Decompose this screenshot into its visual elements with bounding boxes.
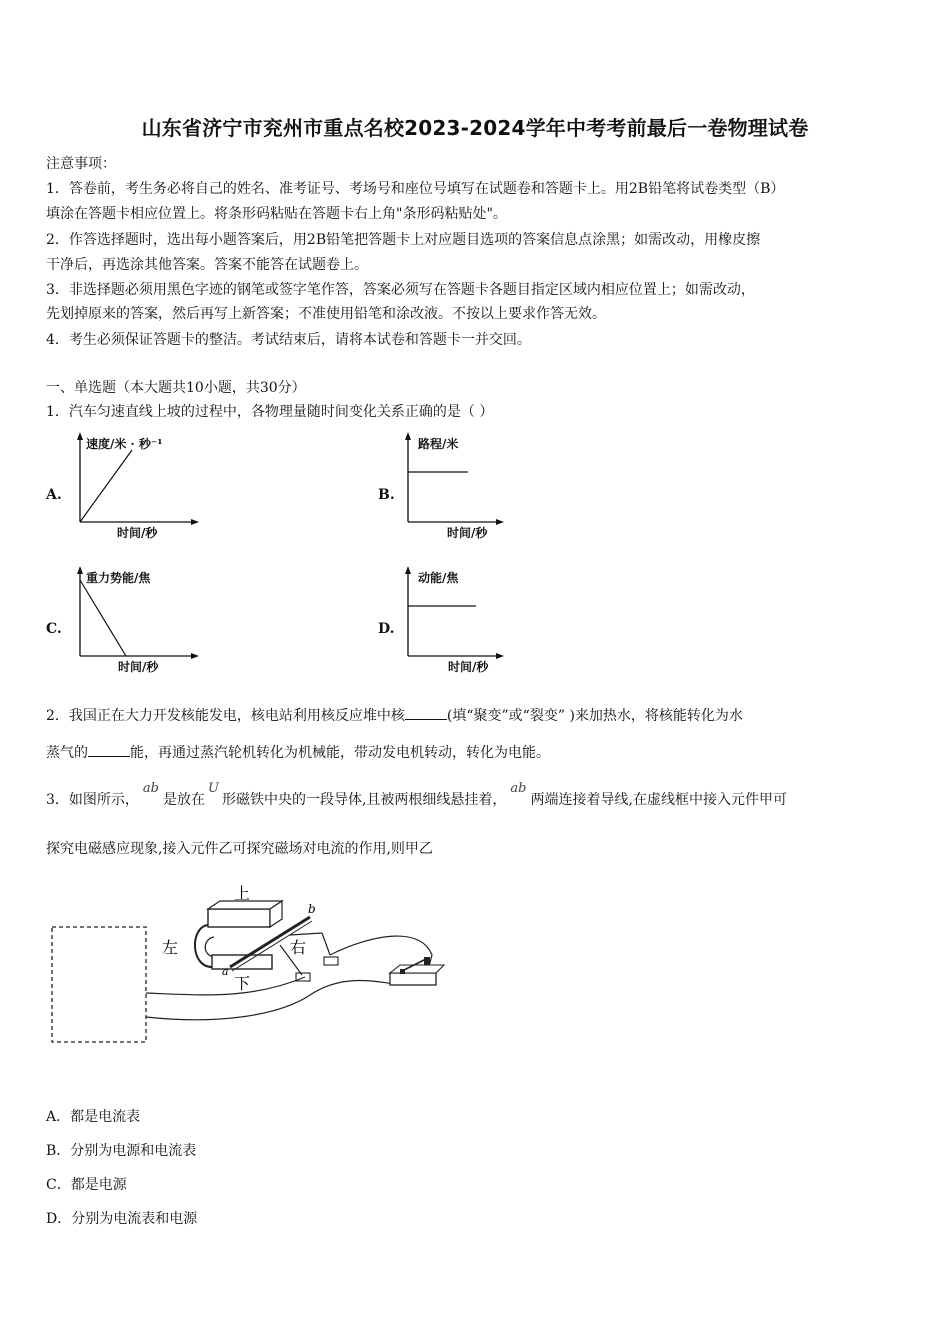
q2-text-2: (填“聚变”或“裂变” )来加热水，将核能转化为水 <box>446 708 743 724</box>
graph-c-ylabel: 重力势能/焦 <box>86 571 151 585</box>
switch-base <box>390 973 436 985</box>
section-heading: 一、单选题（本大题共10小题，共30分） <box>46 380 306 396</box>
graph-c-xlabel: 时间/秒 <box>118 660 159 674</box>
question-3-line-1 <box>46 781 787 809</box>
notice-heading: 注意事项： <box>46 156 116 172</box>
q3-option-a[interactable]: A．都是电流表 <box>46 1109 141 1125</box>
notice-line: 1．答卷前，考生务必将自己的姓名、准考证号、考场号和座位号填写在试题卷和答题卡上。用2B铅笔将试卷类型（B） <box>46 181 785 197</box>
notice-line: 3．非选择题必须用黑色字迹的钢笔或签字笔作答，答案必须写在答题卡各题目指定区域内相应位置上；如需改动， <box>46 282 755 298</box>
label-a: a <box>222 965 229 978</box>
y-arrow <box>405 566 411 574</box>
question-2-line-1 <box>46 705 743 725</box>
symbol-u: U <box>208 781 219 796</box>
wire <box>146 977 305 995</box>
option-a-label: A. <box>46 487 62 503</box>
label-left: 左 <box>162 938 179 957</box>
notice-line: 2．作答选择题时，选出每小题答案后，用2B铅笔把答题卡上对应题目选项的答案信息点涂黑；如需改动，用橡皮擦 <box>46 232 761 248</box>
option-c-label: C. <box>46 621 62 637</box>
graph-a-ylabel: 速度/米 · 秒⁻¹ <box>86 437 163 451</box>
answer-blank[interactable] <box>88 744 130 757</box>
symbol-ab: ab <box>510 781 527 796</box>
q3-option-b[interactable]: B．分别为电源和电流表 <box>46 1143 197 1159</box>
symbol-ab: ab <box>142 781 159 796</box>
magnet-top-pole <box>208 909 270 927</box>
option-d-label: D. <box>378 621 395 637</box>
graph-d-ylabel: 动能/焦 <box>418 571 459 585</box>
q2-text-4: 能，再通过蒸汽轮机转化为机械能，带动发电机转动，转化为电能。 <box>130 745 550 761</box>
graph-d-xlabel: 时间/秒 <box>448 660 489 674</box>
magnet-circuit-figure <box>40 875 460 1055</box>
graph-line <box>80 580 126 656</box>
label-top: 上 <box>234 884 251 903</box>
y-arrow <box>405 432 411 440</box>
q3-text-2: 是放在 <box>163 792 205 808</box>
question-1-stem: 1．汽车匀速直线上坡的过程中，各物理量随时间变化关系正确的是（ ） <box>46 404 494 420</box>
q3-text-4: 两端连接着导线,在虚线框中接入元件甲可 <box>530 792 787 808</box>
q3-text-3: 形磁铁中央的一段导体,且被两根细线悬挂着， <box>221 792 507 808</box>
label-right: 右 <box>290 938 307 957</box>
q3-option-d[interactable]: D．分别为电流表和电源 <box>46 1211 198 1227</box>
answer-blank[interactable] <box>405 707 447 720</box>
x-arrow <box>496 653 504 659</box>
question-2-line-2 <box>46 742 550 762</box>
x-arrow <box>496 519 504 525</box>
graph-line <box>80 450 132 522</box>
q3-option-c[interactable]: C．都是电源 <box>46 1177 127 1193</box>
q2-text-1: 2．我国正在大力开发核能发电，核电站利用核反应堆中核 <box>46 708 405 724</box>
page-title: 山东省济宁市兖州市重点名校2023-2024学年中考考前最后一卷物理试卷 <box>141 116 809 140</box>
magnet-bottom-pole <box>212 955 272 969</box>
q2-text-3: 蒸气的 <box>46 745 88 761</box>
label-bottom: 下 <box>234 974 251 993</box>
notice-line: 先划掉原来的答案，然后再写上新答案；不准使用铅笔和涂改液。不按以上要求作答无效。 <box>46 306 606 322</box>
question-3-line-2: 探究电磁感应现象,接入元件乙可探究磁场对电流的作用,则甲乙 <box>46 841 433 857</box>
y-arrow <box>77 432 83 440</box>
x-arrow <box>191 653 199 659</box>
graph-b-ylabel: 路程/米 <box>418 437 459 451</box>
option-b-label: B. <box>378 487 395 503</box>
notice-line: 干净后，再选涂其他答案。答案不能答在试题卷上。 <box>46 257 368 273</box>
wire <box>146 981 400 1020</box>
x-arrow <box>191 519 199 525</box>
y-arrow <box>77 566 83 574</box>
dashed-component-box <box>52 927 146 1042</box>
notice-line: 填涂在答题卡相应位置上。将条形码粘贴在答题卡右上角"条形码粘贴处"。 <box>46 206 507 222</box>
q3-text-1: 3．如图所示， <box>46 792 139 808</box>
graph-a-xlabel: 时间/秒 <box>117 526 158 540</box>
notice-line: 4．考生必须保证答题卡的整洁。考试结束后，请将本试卷和答题卡一并交回。 <box>46 332 531 348</box>
label-b: b <box>308 902 316 916</box>
graph-b-xlabel: 时间/秒 <box>447 526 488 540</box>
